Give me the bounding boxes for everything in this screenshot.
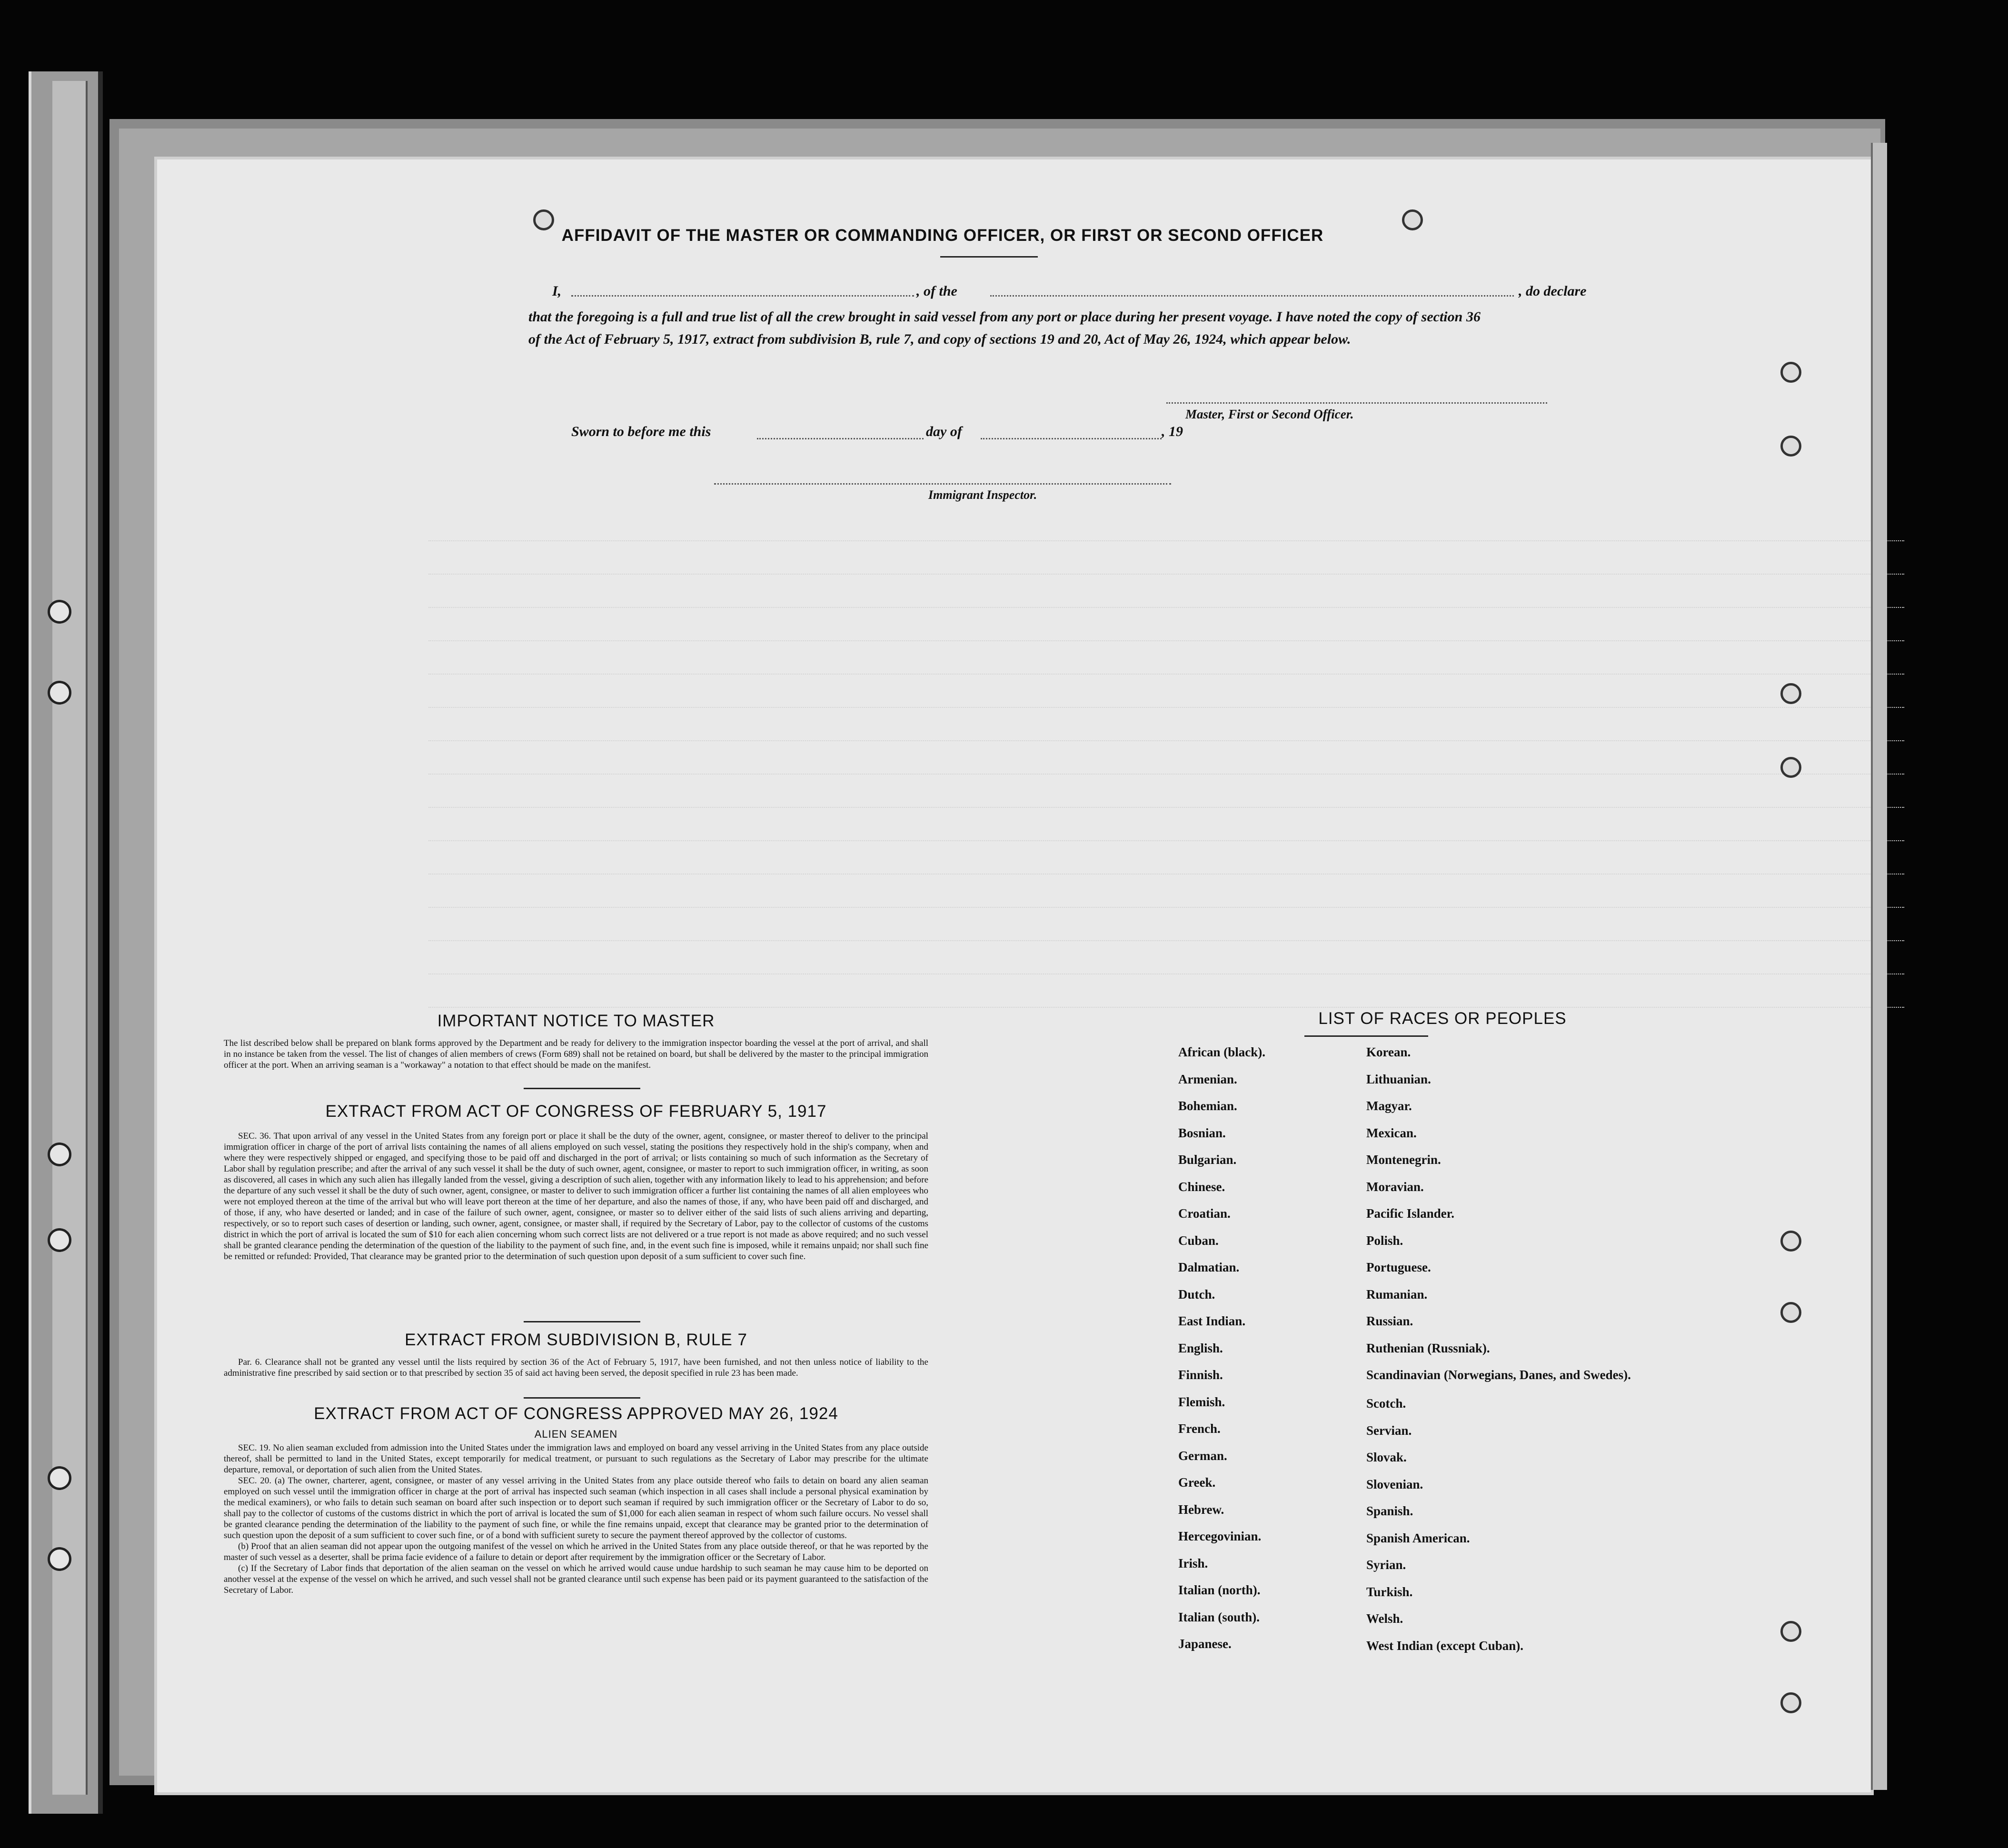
title-underline bbox=[940, 256, 1038, 258]
race-item: Pacific Islander. bbox=[1366, 1206, 1454, 1221]
divider bbox=[524, 1397, 640, 1399]
extract-1917-body bbox=[224, 1131, 928, 1262]
race-item: Slovak. bbox=[1366, 1450, 1407, 1464]
subdivision-b-title: EXTRACT FROM SUBDIVISION B, RULE 7 bbox=[405, 1331, 747, 1349]
punch-hole bbox=[1780, 436, 1801, 457]
race-item: Ruthenian (Russniak). bbox=[1366, 1341, 1490, 1355]
sworn-month-field[interactable] bbox=[981, 438, 1162, 439]
punch-hole bbox=[1780, 1231, 1801, 1252]
race-item: Servian. bbox=[1366, 1423, 1412, 1438]
binder-hole bbox=[48, 1228, 71, 1252]
race-item: Spanish American. bbox=[1366, 1530, 1470, 1545]
race-item: Irish. bbox=[1178, 1556, 1208, 1570]
race-item: Japanese. bbox=[1178, 1637, 1232, 1651]
binder-hole bbox=[48, 681, 71, 705]
binder-hole bbox=[48, 1466, 71, 1490]
sworn-label: Sworn to before me this bbox=[571, 424, 711, 439]
race-item: Slovenian. bbox=[1366, 1477, 1423, 1491]
day-of-label: day of bbox=[926, 424, 962, 439]
race-item: French. bbox=[1178, 1421, 1221, 1436]
inspector-signature-line[interactable] bbox=[714, 483, 1171, 485]
notice-body: The list described below shall be prepared on blank forms approved by the Department and be ready for delivery to the immigration inspector boarding the vessel at the port of arrival, and shall in no instance be taken from the vessel. The list of changes of alien members of crews (Form 689) shall not be retained on board, but shall be delivered by the master to the principal immigration officer at the port. When an arriving seaman is a "workaway" a notation to that effect should be made on the manifest. bbox=[224, 1038, 928, 1070]
section-19: SEC. 19. No alien seaman excluded from admission into the United States under the immigration laws and employed on board any vessel arriving in the United States from any place outside thereof, shall be permitted to land in the United States, except temporarily for medical treatment, or pursuant to such regulations as the Secretary of Labor may prescribe for the ultimate departure, removal, or deportation of such alien from the United States. bbox=[224, 1443, 928, 1475]
affidavit-title: AFFIDAVIT OF THE MASTER OR COMMANDING OFFICER, OR FIRST OR SECOND OFFICER bbox=[561, 226, 1324, 245]
ghost-row bbox=[428, 821, 1904, 841]
races-underline bbox=[1304, 1035, 1428, 1037]
ghost-row bbox=[428, 655, 1904, 675]
binder-hole bbox=[48, 600, 71, 624]
binder-strip bbox=[52, 81, 88, 1795]
race-item: Scandinavian (Norwegians, Danes, and Swedes). bbox=[1366, 1368, 1631, 1382]
punch-hole bbox=[1780, 1302, 1801, 1323]
ghost-row bbox=[428, 588, 1904, 608]
affidavit-declare: , do declare bbox=[1519, 283, 1587, 299]
race-item: Moravian. bbox=[1366, 1179, 1424, 1194]
race-item: Portuguese. bbox=[1366, 1260, 1431, 1274]
punch-hole bbox=[1780, 1621, 1801, 1642]
master-signature-line[interactable] bbox=[1166, 402, 1547, 404]
race-item: Polish. bbox=[1366, 1233, 1403, 1248]
race-item: Croatian. bbox=[1178, 1206, 1231, 1221]
year-label: , 19 bbox=[1162, 424, 1183, 439]
extract-1924-body bbox=[224, 1442, 928, 1596]
extract-1917-title: EXTRACT FROM ACT OF CONGRESS OF FEBRUARY 5, 1917 bbox=[325, 1102, 827, 1121]
ghost-row bbox=[428, 688, 1904, 708]
races-title: LIST OF RACES OR PEOPLES bbox=[1318, 1009, 1567, 1028]
ghost-row bbox=[428, 521, 1904, 541]
race-item: Turkish. bbox=[1366, 1584, 1413, 1599]
race-item: Lithuanian. bbox=[1366, 1072, 1431, 1086]
race-item: Syrian. bbox=[1366, 1558, 1406, 1572]
race-item: Italian (north). bbox=[1178, 1583, 1261, 1597]
race-item: Montenegrin. bbox=[1366, 1153, 1441, 1167]
race-item: Bulgarian. bbox=[1178, 1153, 1237, 1167]
race-item: English. bbox=[1178, 1341, 1223, 1355]
divider bbox=[524, 1321, 640, 1322]
extract-1917-section: SEC. 36. bbox=[238, 1131, 271, 1141]
race-item: German. bbox=[1178, 1448, 1227, 1463]
affidavit-body: that the foregoing is a full and true list of all the crew brought in said vessel from any port or place during her present voyage. I have noted the copy of section 36 of the Act of February 5, 1917, extract from subdivision B, rule 7, and copy of sections 19 and 20, Act of May 26, 1924, which appear below. bbox=[528, 309, 1481, 347]
subdivision-b-body: Par. 6. Clearance shall not be granted any vessel until the lists required by section 36 of the Act of February 5, 1917, have been furnished, and not then unless notice of liability to the administrative fine prescribed by said section or to that prescribed by section 35 of said act having been served, the deposit specified in rule 23 has been made. bbox=[224, 1357, 928, 1378]
sworn-day-field[interactable] bbox=[757, 438, 924, 439]
race-item: Bosnian. bbox=[1178, 1125, 1226, 1140]
ghost-row bbox=[428, 988, 1904, 1008]
master-signature-label: Master, First or Second Officer. bbox=[1185, 407, 1354, 421]
race-item: Chinese. bbox=[1178, 1179, 1225, 1194]
race-item: Bohemian. bbox=[1178, 1099, 1237, 1113]
race-item: Hebrew. bbox=[1178, 1502, 1224, 1517]
race-item: Korean. bbox=[1366, 1045, 1411, 1059]
punch-hole bbox=[1780, 1692, 1801, 1713]
ghost-row bbox=[428, 621, 1904, 641]
race-item: Rumanian. bbox=[1366, 1287, 1428, 1302]
ghost-row bbox=[428, 854, 1904, 874]
punch-hole bbox=[1780, 683, 1801, 704]
race-item: Armenian. bbox=[1178, 1072, 1237, 1086]
ghost-row bbox=[428, 755, 1904, 775]
name-field[interactable] bbox=[571, 295, 914, 297]
race-item: Dutch. bbox=[1178, 1287, 1215, 1302]
affidavit-i: I, bbox=[552, 283, 562, 299]
race-item: Mexican. bbox=[1366, 1125, 1417, 1140]
document-page bbox=[157, 159, 1871, 1792]
race-item: Finnish. bbox=[1178, 1368, 1223, 1382]
race-item: Hercegovinian. bbox=[1178, 1529, 1262, 1543]
ghost-row bbox=[428, 555, 1904, 575]
extract-1924-title: EXTRACT FROM ACT OF CONGRESS APPROVED MAY 26, 1924 bbox=[314, 1404, 838, 1423]
race-item: Greek. bbox=[1178, 1475, 1216, 1490]
binder-hole bbox=[48, 1143, 71, 1166]
race-item: Spanish. bbox=[1366, 1504, 1413, 1518]
race-item: Flemish. bbox=[1178, 1394, 1225, 1409]
section-20a: SEC. 20. (a) The owner, charterer, agent, consignee, or master of any vessel arriving in the United States from any place outside thereof who fails to detain on board any alien seaman employed on such vessel until the immigration officer in charge at the port of arrival has inspected such seaman (which inspection in all cases shall include a personal physical examination by the medical examiners), or who fails to detain such seaman on board after such inspection or to deport such seaman if required by such immigration officer or the Secretary of Labor to do so, shall pay to the collector of customs of the customs district in which the port of arrival is located the sum of $1,000 for each alien seaman in respect of whom such failure occurs. No vessel shall be granted clearance pending the determination of the liability to the payment of such fine, or while the fine remains unpaid, except that clearance may be granted prior to the determination of such question upon the deposit of a sum sufficient to cover such fine, or of a bond with sufficient surety to secure the payment thereof approved by the collector of customs. bbox=[224, 1476, 928, 1540]
ghost-row bbox=[428, 954, 1904, 974]
punch-hole bbox=[1780, 362, 1801, 383]
races-right-column bbox=[1366, 1045, 1633, 1665]
extract-1924-subtitle: ALIEN SEAMEN bbox=[534, 1428, 618, 1440]
section-20b: (b) Proof that an alien seaman did not appear upon the outgoing manifest of the vessel on which he arrived in the United States from any place outside thereof, or that he was reported by the master of such vessel as a deserter, shall be prima facie evidence of a failure to detain or deport after requirement by the immigration officer or the Secretary of Labor. bbox=[224, 1541, 928, 1562]
race-item: African (black). bbox=[1178, 1045, 1265, 1059]
race-item: Scotch. bbox=[1366, 1396, 1406, 1411]
race-item: Dalmatian. bbox=[1178, 1260, 1240, 1274]
page-edge bbox=[1871, 143, 1887, 1790]
race-item: Cuban. bbox=[1178, 1233, 1219, 1248]
race-item: Welsh. bbox=[1366, 1611, 1403, 1626]
ghost-row bbox=[428, 888, 1904, 908]
affidavit-of: , of the bbox=[916, 283, 957, 299]
inspector-label: Immigrant Inspector. bbox=[928, 488, 1037, 502]
ghost-row bbox=[428, 788, 1904, 808]
punch-hole bbox=[1780, 757, 1801, 778]
vessel-field[interactable] bbox=[990, 295, 1514, 297]
race-item: Italian (south). bbox=[1178, 1610, 1260, 1624]
section-20c: (c) If the Secretary of Labor finds that deportation of the alien seaman on the vessel on which he arrived would cause undue hardship to such seaman he may cause him to be deported on another vessel at the expense of the vessel on which he arrived, and such vessel shall not be granted clearance until such expense has been paid or its payment guaranteed to the satisfaction of the Secretary of Labor. bbox=[224, 1563, 928, 1595]
divider bbox=[524, 1088, 640, 1089]
ghost-row bbox=[428, 921, 1904, 941]
race-item: Magyar. bbox=[1366, 1099, 1412, 1113]
race-item: West Indian (except Cuban). bbox=[1366, 1638, 1524, 1653]
race-item: East Indian. bbox=[1178, 1314, 1246, 1328]
races-left-column bbox=[1178, 1045, 1388, 1664]
ghost-row bbox=[428, 721, 1904, 741]
binder-hole bbox=[48, 1547, 71, 1571]
notice-title: IMPORTANT NOTICE TO MASTER bbox=[437, 1012, 715, 1030]
race-item: Russian. bbox=[1366, 1314, 1413, 1328]
extract-1917-text: That upon arrival of any vessel in the United States from any foreign port or place it shall be the duty of the owner, agent, consignee, or master thereof to deliver to the principal immigration officer in charge of the port of arrival lists containing the names of all aliens employed on such vessel, stating the positions they respectively hold in the ship's company, when and where they were respectively shipped or engaged, and specifying those to be paid off and discharged in the port of arrival; or lists containing so much of such information as the Secretary of Labor shall by regulation prescribe; and after the arrival of any such vessel it shall be the duty of such owner, agent, consignee, or master to report to such immigration officer, in writing, as soon as discovered, all cases in which any such alien has illegally landed from the vessel, giving a description of such alien, together with any information likely to lead to his apprehension; and before the departure of any such vessel it shall be the duty of such owner, agent, consignee, or master to deliver to such immigration officer a further list containing the names of all alien employees who were not employed thereon at the time of the arrival but who will leave port thereon at the time of her departure, and also the names of those, if any, who have been paid off and discharged, and of those, if any, who have deserted or landed; and in case of the failure of such owner, agent, consignee, or master so to deliver either of the said lists of such aliens arriving and departing, respectively, or so to report such cases of desertion or landing, such owner, agent, consignee, or master shall, if required by the Secretary of Labor, pay to the collector of customs of the customs district in which the port of arrival is located the sum of $10 for each alien concerning whom such correct lists are not delivered or a true report is not made as above required; and no such vessel shall be granted clearance pending the determination of the question of the liability to the payment of such fine, and, in the event such fine is imposed, while it remains unpaid; nor shall such fine be remitted or refunded: Provided, That clearance may be granted prior to the determination of such question upon deposit of a sum sufficient to cover such fine. bbox=[224, 1131, 928, 1262]
